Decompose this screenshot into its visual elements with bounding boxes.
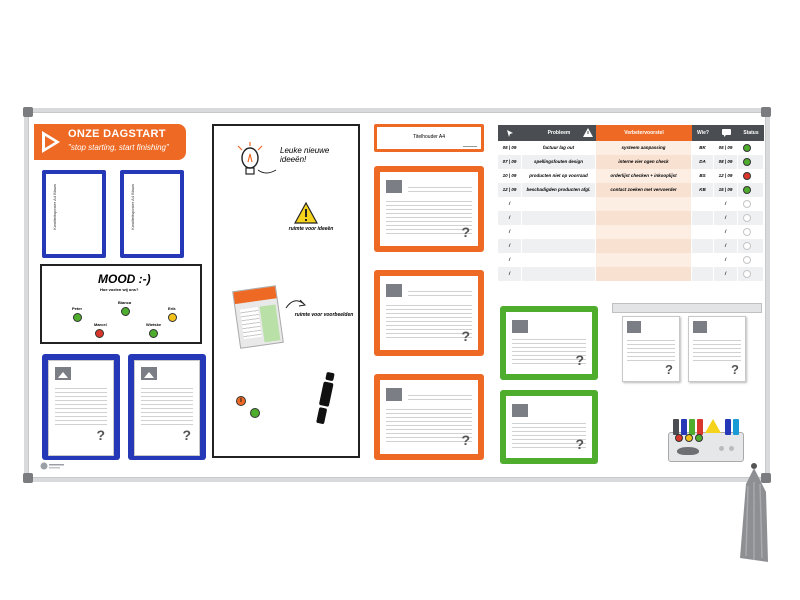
play-icon: [42, 131, 60, 153]
eraser-icon[interactable]: [677, 447, 699, 455]
status-smiley-icon[interactable]: [743, 172, 751, 180]
status-smiley-icon[interactable]: [743, 242, 751, 250]
table-cell-date2[interactable]: /: [714, 253, 738, 267]
banner-subtitle: "stop starting, start finishing": [68, 143, 169, 152]
question-icon: ?: [575, 436, 584, 452]
table-cell-status[interactable]: [738, 211, 764, 225]
board-corner: [23, 473, 33, 483]
board-corner: [23, 107, 33, 117]
person-name: Wietske: [146, 322, 162, 327]
table-cell-problem[interactable]: factuur lag out: [522, 141, 596, 155]
green-card[interactable]: [500, 390, 598, 464]
table-row[interactable]: [498, 155, 764, 169]
table-row[interactable]: [498, 267, 764, 281]
blue-clipboard[interactable]: [42, 354, 120, 460]
idea-panel: [212, 124, 360, 458]
header-chat-icon: [714, 125, 738, 141]
table-row[interactable]: [498, 169, 764, 183]
ideas-text: Leuke nieuwe ideeën!: [280, 146, 330, 164]
text-lines: [408, 184, 472, 194]
table-cell-date[interactable]: 05 | 09: [498, 141, 522, 155]
smiley-icon[interactable]: [250, 408, 260, 418]
table-cell-problem[interactable]: [522, 253, 596, 267]
table-cell-date2[interactable]: /: [714, 267, 738, 281]
table-cell-proposal[interactable]: [596, 253, 692, 267]
table-cell-status[interactable]: [738, 239, 764, 253]
person-name: Bianca: [118, 300, 132, 305]
person-name: Erik: [168, 306, 176, 311]
table-cell-who[interactable]: [692, 267, 714, 281]
table-cell-proposal[interactable]: [596, 211, 692, 225]
table-cell-proposal[interactable]: orderlijst checken + inkooplijst: [596, 169, 692, 183]
marker-icon[interactable]: [681, 419, 687, 435]
table-cell-date[interactable]: /: [498, 211, 522, 225]
text-lines: [386, 198, 472, 234]
card-sheet: [380, 380, 478, 454]
table-cell-status[interactable]: [738, 197, 764, 211]
marker-icon[interactable]: [725, 419, 731, 435]
table-cell-who[interactable]: [692, 197, 714, 211]
table-cell-date2[interactable]: 12 | 09: [714, 169, 738, 183]
lightbulb-icon: [236, 140, 280, 184]
table-cell-date[interactable]: /: [498, 225, 522, 239]
status-smiley-icon[interactable]: [743, 256, 751, 264]
table-cell-problem[interactable]: [522, 267, 596, 281]
table-cell-status[interactable]: [738, 155, 764, 169]
blue-poster-card[interactable]: [120, 170, 184, 258]
table-cell-problem[interactable]: [522, 211, 596, 225]
text-lines: [141, 385, 193, 425]
orange-card[interactable]: [374, 374, 484, 460]
cleaning-cloth[interactable]: [736, 462, 772, 564]
text-lines: [386, 406, 472, 442]
marker-icon[interactable]: [673, 419, 679, 435]
status-smiley-icon[interactable]: [743, 186, 751, 194]
question-icon: ?: [731, 362, 739, 377]
table-cell-date[interactable]: /: [498, 253, 522, 267]
table-cell-proposal[interactable]: [596, 239, 692, 253]
text-lines: [386, 302, 472, 338]
table-cell-who[interactable]: DA: [692, 155, 714, 169]
smiley-icon[interactable]: [121, 307, 130, 316]
hanging-sheet[interactable]: [622, 316, 680, 382]
question-icon: ?: [96, 427, 105, 443]
status-smiley-icon[interactable]: [743, 144, 751, 152]
smiley-icon[interactable]: [675, 434, 683, 442]
header-banner: [34, 124, 186, 160]
poster-label: Kwaliteitsposter A4 Blauw: [52, 184, 57, 230]
smiley-icon[interactable]: [73, 313, 82, 322]
table-cell-status[interactable]: [738, 183, 764, 197]
board-corner: [761, 107, 771, 117]
paper-rail: [612, 303, 762, 313]
table-cell-who[interactable]: [692, 253, 714, 267]
table-cell-who[interactable]: KB: [692, 183, 714, 197]
table-cell-date2[interactable]: 08 | 09: [714, 155, 738, 169]
mood-title: MOOD :-): [98, 272, 151, 286]
table-cell-date[interactable]: 12 | 09: [498, 183, 522, 197]
arrow-icon: [284, 296, 308, 310]
status-smiley-icon[interactable]: [743, 158, 751, 166]
image-icon: [386, 388, 402, 401]
card-sheet: [380, 172, 478, 246]
table-cell-date[interactable]: 10 | 09: [498, 169, 522, 183]
table-cell-status[interactable]: [738, 225, 764, 239]
smiley-icon[interactable]: [149, 329, 158, 338]
table-row[interactable]: [498, 183, 764, 197]
image-icon: [693, 321, 707, 333]
smiley-icon[interactable]: [168, 313, 177, 322]
table-cell-problem[interactable]: spellingsfouten design: [522, 155, 596, 169]
banner-title: ONZE DAGSTART: [68, 128, 166, 140]
text-lines: [408, 288, 472, 298]
question-icon: ?: [182, 427, 191, 443]
title-holder[interactable]: [374, 124, 484, 152]
warning-text: ruimte voor ideeën: [288, 226, 334, 232]
text-lines: [627, 337, 675, 361]
table-cell-proposal[interactable]: systeem aanpassing: [596, 141, 692, 155]
blue-clipboard[interactable]: [128, 354, 206, 460]
image-icon: [141, 367, 157, 380]
table-row[interactable]: [498, 141, 764, 155]
table-cell-date2[interactable]: 05 | 09: [714, 141, 738, 155]
marker-icon[interactable]: [314, 370, 336, 430]
marker-icon[interactable]: [689, 419, 695, 435]
status-smiley-icon[interactable]: [743, 228, 751, 236]
table-cell-date[interactable]: /: [498, 267, 522, 281]
table-cell-status[interactable]: [738, 253, 764, 267]
text-lines: [55, 385, 107, 425]
person-name: Peter: [72, 306, 83, 311]
table-cell-proposal[interactable]: [596, 267, 692, 281]
card-sheet: [380, 276, 478, 350]
status-smiley-icon[interactable]: [743, 270, 751, 278]
header-cursor-icon: [498, 125, 522, 141]
hanging-sheet[interactable]: [688, 316, 746, 382]
warning-icon: [294, 202, 318, 224]
table-cell-proposal[interactable]: interne vier ogen check: [596, 155, 692, 169]
clipboard-sheet: [48, 360, 114, 456]
poster-label: Kwaliteitsposter A4 Blauw: [130, 184, 135, 230]
whiteboard: [24, 108, 770, 482]
table-row[interactable]: [498, 239, 764, 253]
example-sheet[interactable]: [232, 285, 284, 349]
card-sheet: [506, 396, 592, 458]
table-row[interactable]: [498, 225, 764, 239]
question-icon: ?: [575, 352, 584, 368]
table-row[interactable]: [498, 253, 764, 267]
marker-icon[interactable]: [697, 419, 703, 435]
warning-magnet-icon[interactable]: [705, 419, 721, 433]
text-lines: [693, 337, 741, 361]
table-cell-date2[interactable]: /: [714, 197, 738, 211]
header-who: Wie?: [692, 125, 714, 141]
smiley-icon[interactable]: [95, 329, 104, 338]
clipboard-sheet: [134, 360, 200, 456]
mood-board: [40, 264, 202, 344]
image-icon: [386, 180, 402, 193]
marker-tray: [668, 432, 744, 462]
orange-card[interactable]: [374, 270, 484, 356]
table-cell-who[interactable]: [692, 239, 714, 253]
table-cell-problem[interactable]: [522, 239, 596, 253]
table-cell-date2[interactable]: /: [714, 225, 738, 239]
table-cell-date[interactable]: /: [498, 197, 522, 211]
header-problem: Probleem: [522, 125, 596, 141]
table-cell-date[interactable]: /: [498, 239, 522, 253]
image-icon: [512, 320, 528, 333]
card-sheet: [506, 312, 592, 374]
table-cell-problem[interactable]: beschadigden producten afgl.: [522, 183, 596, 197]
question-icon: ?: [461, 432, 470, 448]
examples-text: ruimte voor voorbeelden: [294, 312, 354, 318]
table-cell-who[interactable]: [692, 211, 714, 225]
blue-poster-card[interactable]: [42, 170, 106, 258]
image-icon: [386, 284, 402, 297]
table-cell-who[interactable]: [692, 225, 714, 239]
image-icon: [55, 367, 71, 380]
table-cell-proposal[interactable]: [596, 225, 692, 239]
image-icon: [627, 321, 641, 333]
orange-card[interactable]: [374, 166, 484, 252]
smiley-icon[interactable]: [695, 434, 703, 442]
logo-icon: [40, 462, 66, 470]
text-lines: [408, 392, 472, 402]
green-card[interactable]: [500, 306, 598, 380]
smiley-icon[interactable]: [685, 434, 693, 442]
header-status: Status: [738, 125, 764, 141]
table-cell-status[interactable]: [738, 141, 764, 155]
status-smiley-icon[interactable]: [743, 214, 751, 222]
table-cell-who[interactable]: BK: [692, 141, 714, 155]
image-icon: [512, 404, 528, 417]
status-smiley-icon[interactable]: [743, 200, 751, 208]
title-holder-label: Titelhouder A4: [412, 134, 446, 140]
table-cell-who[interactable]: BS: [692, 169, 714, 183]
question-icon: ?: [461, 328, 470, 344]
table-cell-status[interactable]: [738, 169, 764, 183]
warning-icon: [580, 125, 596, 141]
table-cell-date2[interactable]: /: [714, 211, 738, 225]
table-cell-problem[interactable]: producten niet op voorraad: [522, 169, 596, 183]
header-proposal: Verbetervoorstel: [596, 125, 692, 141]
table-cell-status[interactable]: [738, 267, 764, 281]
brand-logo: [40, 462, 66, 470]
info-icon[interactable]: i: [236, 396, 246, 406]
table-cell-problem[interactable]: [522, 197, 596, 211]
table-cell-date[interactable]: 07 | 09: [498, 155, 522, 169]
question-icon: ?: [665, 362, 673, 377]
marker-icon[interactable]: [733, 419, 739, 435]
table-cell-proposal[interactable]: contact zoeken met vervoerder: [596, 183, 692, 197]
table-cell-proposal[interactable]: [596, 197, 692, 211]
table-row[interactable]: [498, 211, 764, 225]
table-row[interactable]: [498, 197, 764, 211]
table-cell-date2[interactable]: /: [714, 239, 738, 253]
person-name: Marcel: [94, 322, 107, 327]
table-cell-problem[interactable]: [522, 225, 596, 239]
table-cell-date2[interactable]: 15 | 09: [714, 183, 738, 197]
question-icon: ?: [461, 224, 470, 240]
mood-subtitle: Hoe voelen wij ons?: [100, 287, 139, 292]
